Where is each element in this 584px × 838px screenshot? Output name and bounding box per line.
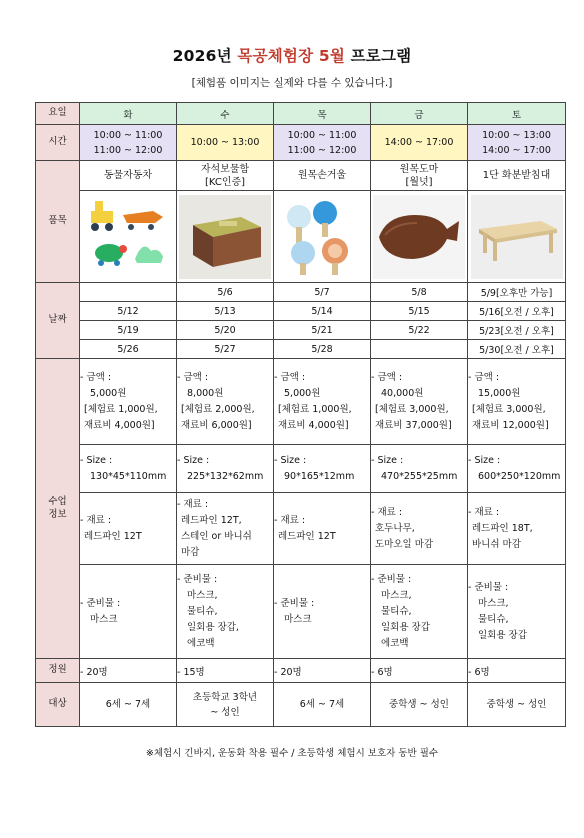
target-line: 초등학교 3학년 xyxy=(192,691,258,703)
day-label: 요일 xyxy=(36,103,80,125)
time-line: 11:00 ~ 12:00 xyxy=(287,144,357,156)
date-cell: 5/8 xyxy=(371,283,468,302)
time-sat xyxy=(468,125,566,161)
product-label: 품목 xyxy=(36,161,80,283)
product-name-tue xyxy=(80,161,177,191)
size-thu xyxy=(274,445,371,493)
supplies-line: 일회용 장갑 xyxy=(478,629,527,641)
date-cell: 5/9[오후만 가능] xyxy=(468,283,566,302)
date-cell: 5/23[오전 / 오후] xyxy=(468,321,566,340)
price-detail: 재료비 4,000원] xyxy=(278,419,349,431)
size-value: 130*45*110mm xyxy=(90,470,167,482)
time-tue xyxy=(80,125,177,161)
date-cell: 5/15 xyxy=(371,302,468,321)
day-row xyxy=(36,103,566,125)
supplies-line: 마스크, xyxy=(187,589,218,601)
date-cell: 5/16[오전 / 오후] xyxy=(468,302,566,321)
date-cell: 5/21 xyxy=(274,321,371,340)
time-line: 10:00 ~ 11:00 xyxy=(287,129,357,141)
supplies-heading: - 준비물 : xyxy=(371,573,412,585)
supplies-line: 마스크 xyxy=(90,613,118,625)
date-cell: 5/13 xyxy=(177,302,274,321)
date-cell: 5/12 xyxy=(80,302,177,321)
capacity-wed: - 15명 xyxy=(177,659,274,683)
material-row xyxy=(36,493,566,565)
date-cell xyxy=(371,340,468,359)
material-line: 레드파인 12T, xyxy=(181,514,242,526)
date-cell: 5/19 xyxy=(80,321,177,340)
supplies-line: 물티슈, xyxy=(187,605,218,617)
price-heading: - 금액 : xyxy=(468,371,500,383)
material-heading: - 재료 : xyxy=(468,506,500,518)
product-name: 동물자동차 xyxy=(103,170,153,181)
capacity-fri: - 6명 xyxy=(371,659,468,683)
time-line: 10:00 ~ 13:00 xyxy=(190,137,260,148)
target-line: 6세 ~ 7세 xyxy=(105,699,151,710)
product-name-thu xyxy=(274,161,371,191)
time-line: 10:00 ~ 11:00 xyxy=(93,129,163,141)
price-fri xyxy=(371,359,468,445)
price-heading: - 금액 : xyxy=(177,371,209,383)
price-amount: 5,000원 xyxy=(284,387,321,399)
date-row xyxy=(36,302,566,321)
price-detail: 재료비 4,000원] xyxy=(84,419,155,431)
supplies-line: 마스크, xyxy=(478,597,509,609)
product-note: [월넛] xyxy=(405,176,433,188)
supplies-heading: - 준비물 : xyxy=(468,581,509,593)
size-value: 470*255*25mm xyxy=(381,470,458,482)
material-line: 레드파인 12T xyxy=(278,530,336,542)
price-heading: - 금액 : xyxy=(80,371,112,383)
date-cell: 5/27 xyxy=(177,340,274,359)
size-tue xyxy=(80,445,177,493)
price-detail: 재료비 12,000원] xyxy=(472,419,549,431)
date-cell: 5/14 xyxy=(274,302,371,321)
price-wed xyxy=(177,359,274,445)
material-sat xyxy=(468,493,566,565)
target-label: 대상 xyxy=(36,683,80,727)
day-tue: 화 xyxy=(80,103,177,125)
date-cell: 5/22 xyxy=(371,321,468,340)
product-name-wed xyxy=(177,161,274,191)
class-info-label-line: 정보 xyxy=(48,508,67,520)
price-detail: [체험료 3,000원, xyxy=(472,403,546,415)
date-cell: 5/20 xyxy=(177,321,274,340)
time-line: 11:00 ~ 12:00 xyxy=(93,144,163,156)
time-label: 시간 xyxy=(36,125,80,161)
price-heading: - 금액 : xyxy=(274,371,306,383)
price-detail: [체험료 1,000원, xyxy=(278,403,352,415)
size-heading: - Size : xyxy=(177,454,210,466)
material-line: 레드파인 18T, xyxy=(472,522,533,534)
supplies-line: 일회용 장갑, xyxy=(187,621,239,633)
size-sat xyxy=(468,445,566,493)
size-heading: - Size : xyxy=(371,454,404,466)
price-amount: 15,000원 xyxy=(478,387,521,399)
target-fri xyxy=(371,683,468,727)
price-detail: 재료비 6,000원] xyxy=(181,419,252,431)
capacity-tue: - 20명 xyxy=(80,659,177,683)
supplies-heading: - 준비물 : xyxy=(80,597,121,609)
material-heading: - 재료 : xyxy=(274,514,306,526)
class-info-label-line: 수업 xyxy=(48,495,67,507)
cutting-board-photo xyxy=(371,191,468,283)
supplies-line: 에코백 xyxy=(187,637,215,649)
size-heading: - Size : xyxy=(274,454,307,466)
target-line: 중학생 ~ 성인 xyxy=(389,699,449,710)
product-name: 1단 화분받침대 xyxy=(482,170,551,181)
supplies-wed xyxy=(177,565,274,659)
date-cell: 5/30[오전 / 오후] xyxy=(468,340,566,359)
price-tue xyxy=(80,359,177,445)
product-name: 원목손거울 xyxy=(297,170,347,181)
supplies-line: 물티슈, xyxy=(381,605,412,617)
supplies-line: 물티슈, xyxy=(478,613,509,625)
supplies-sat xyxy=(468,565,566,659)
size-value: 90*165*12mm xyxy=(284,470,355,482)
day-sat: 토 xyxy=(468,103,566,125)
supplies-heading: - 준비물 : xyxy=(177,573,218,585)
animal-car-photo xyxy=(80,191,177,283)
product-image-row xyxy=(36,191,566,283)
supplies-line: 마스크, xyxy=(381,589,412,601)
target-line: 중학생 ~ 성인 xyxy=(486,699,547,710)
magnet-box-photo xyxy=(177,191,274,283)
material-line: 바니쉬 마감 xyxy=(472,538,521,550)
material-line: 스테인 or 바니쉬 xyxy=(181,530,252,542)
material-wed xyxy=(177,493,274,565)
time-fri xyxy=(371,125,468,161)
material-heading: - 재료 : xyxy=(177,498,209,510)
size-value: 225*132*62mm xyxy=(187,470,264,482)
hand-mirror-photo xyxy=(274,191,371,283)
product-name-row xyxy=(36,161,566,191)
capacity-label: 정원 xyxy=(36,659,80,683)
material-fri xyxy=(371,493,468,565)
product-note: [KC인증] xyxy=(204,176,246,188)
target-line: ~ 성인 xyxy=(210,706,240,718)
material-heading: - 재료 : xyxy=(80,514,112,526)
target-line: 6세 ~ 7세 xyxy=(299,699,345,710)
date-row xyxy=(36,321,566,340)
date-cell xyxy=(80,283,177,302)
date-label: 날짜 xyxy=(36,283,80,359)
target-sat xyxy=(468,683,566,727)
price-row xyxy=(36,359,566,445)
material-line: 마감 xyxy=(181,546,200,558)
time-thu xyxy=(274,125,371,161)
program-table xyxy=(35,102,566,727)
title-suffix: 프로그램 xyxy=(345,47,412,65)
price-detail: [체험료 1,000원, xyxy=(84,403,158,415)
size-wed xyxy=(177,445,274,493)
price-thu xyxy=(274,359,371,445)
date-cell: 5/26 xyxy=(80,340,177,359)
size-row xyxy=(36,445,566,493)
material-thu xyxy=(274,493,371,565)
date-cell: 5/7 xyxy=(274,283,371,302)
target-row xyxy=(36,683,566,727)
title-highlight: 목공체험장 5월 xyxy=(237,47,346,65)
day-wed: 수 xyxy=(177,103,274,125)
material-tue xyxy=(80,493,177,565)
supplies-fri xyxy=(371,565,468,659)
time-line: 14:00 ~ 17:00 xyxy=(482,144,551,156)
footnote: ※체험시 긴바지, 운동화 착용 필수 / 초등학생 체험시 보호자 동반 필수 xyxy=(145,748,439,759)
supplies-line: 에코백 xyxy=(381,637,409,649)
date-row xyxy=(36,283,566,302)
price-heading: - 금액 : xyxy=(371,371,403,383)
plant-stand-photo xyxy=(468,191,566,283)
price-sat xyxy=(468,359,566,445)
product-name: 자석보물함 xyxy=(200,163,250,175)
time-line: 10:00 ~ 13:00 xyxy=(482,129,551,141)
title-year: 2026년 xyxy=(172,47,238,65)
product-name-fri xyxy=(371,161,468,191)
material-heading: - 재료 : xyxy=(371,506,403,518)
price-amount: 40,000원 xyxy=(381,387,424,399)
size-value: 600*250*120mm xyxy=(478,470,561,482)
price-detail: [체험료 3,000원, xyxy=(375,403,449,415)
supplies-tue xyxy=(80,565,177,659)
target-wed xyxy=(177,683,274,727)
size-fri xyxy=(371,445,468,493)
time-row xyxy=(36,125,566,161)
size-heading: - Size : xyxy=(80,454,113,466)
page-title xyxy=(0,44,584,66)
date-cell: 5/6 xyxy=(177,283,274,302)
target-tue xyxy=(80,683,177,727)
product-name: 원목도마 xyxy=(399,163,439,175)
product-name-sat xyxy=(468,161,566,191)
capacity-sat: - 6명 xyxy=(468,659,566,683)
price-detail: [체험료 2,000원, xyxy=(181,403,255,415)
price-detail: 재료비 37,000원] xyxy=(375,419,452,431)
size-heading: - Size : xyxy=(468,454,501,466)
supplies-thu xyxy=(274,565,371,659)
day-fri: 금 xyxy=(371,103,468,125)
time-wed xyxy=(177,125,274,161)
day-thu: 목 xyxy=(274,103,371,125)
supplies-heading: - 준비물 : xyxy=(274,597,315,609)
capacity-thu: - 20명 xyxy=(274,659,371,683)
supplies-line: 일회용 장갑 xyxy=(381,621,430,633)
capacity-row xyxy=(36,659,566,683)
material-line: 도마오일 마감 xyxy=(375,538,434,550)
image-disclaimer: [체험품 이미지는 실제와 다를 수 있습니다.] xyxy=(191,77,393,89)
class-info-label xyxy=(36,359,80,659)
price-amount: 8,000원 xyxy=(187,387,224,399)
material-line: 레드파인 12T xyxy=(84,530,142,542)
supplies-row xyxy=(36,565,566,659)
material-line: 호두나무, xyxy=(375,522,415,534)
target-thu xyxy=(274,683,371,727)
time-line: 14:00 ~ 17:00 xyxy=(384,137,454,148)
supplies-line: 마스크 xyxy=(284,613,312,625)
price-amount: 5,000원 xyxy=(90,387,127,399)
date-cell: 5/28 xyxy=(274,340,371,359)
date-row xyxy=(36,340,566,359)
